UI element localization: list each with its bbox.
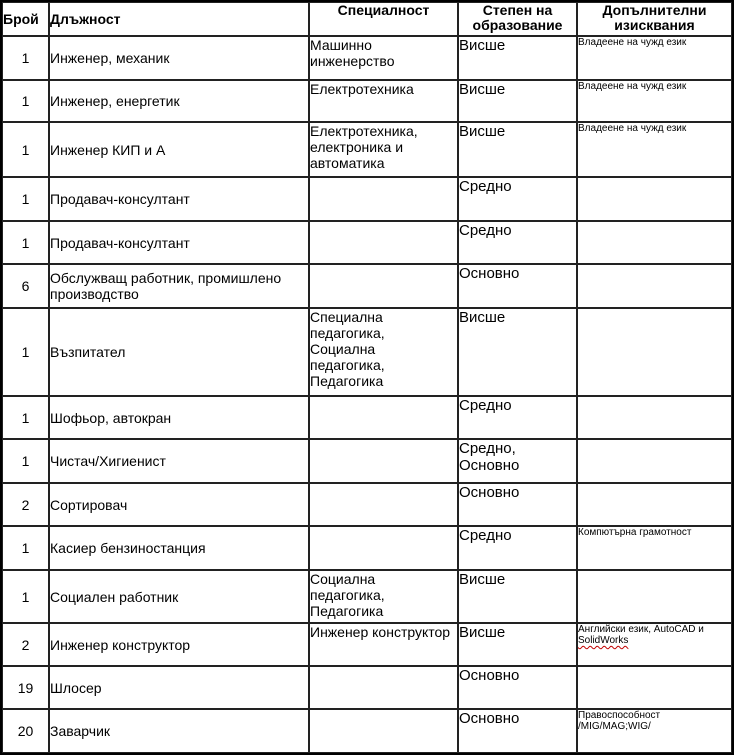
education-line: Основно (459, 667, 520, 684)
position-cell: Заварчик (49, 709, 309, 753)
table-row (2, 308, 732, 396)
count-cell: 1 (2, 221, 49, 264)
specialty-line: Социална (310, 341, 376, 357)
specialty-line: Машинно (310, 37, 372, 53)
specialty-cell (309, 623, 458, 666)
header-position: Длъжност (49, 2, 309, 36)
position-cell: Сортировач (49, 483, 309, 526)
specialty-line: Електротехника, (310, 123, 418, 139)
requirements-cell (577, 264, 732, 308)
header-extra-line: изисквания (614, 17, 695, 33)
education-cell (458, 122, 577, 177)
position-cell: Социален работник (49, 570, 309, 623)
requirements-cell (577, 80, 732, 122)
table-row (2, 709, 732, 753)
specialty-cell (309, 483, 458, 526)
table-row (2, 264, 732, 308)
education-cell (458, 177, 577, 221)
count-cell: 1 (2, 80, 49, 122)
count-cell: 1 (2, 122, 49, 177)
specialty-cell (309, 308, 458, 396)
specialty-line: Инженер конструктор (310, 624, 451, 640)
table-row (2, 36, 732, 80)
requirement-line: Владеене на чужд език (578, 81, 687, 92)
position-cell: Обслужващ работник, промишлено производство (49, 264, 309, 308)
requirements-cell (577, 177, 732, 221)
position-cell: Инженер конструктор (49, 623, 309, 666)
education-cell (458, 483, 577, 526)
specialty-cell (309, 122, 458, 177)
table-row (2, 439, 732, 483)
specialty-cell (309, 80, 458, 122)
position-cell: Продавач-консултант (49, 221, 309, 264)
position-cell: Шлосер (49, 666, 309, 709)
requirement-line: Английски език, AutoCAD и (578, 624, 704, 635)
requirement-line: Владеене на чужд език (578, 37, 687, 48)
specialty-line: Социална (310, 571, 376, 587)
specialty-cell (309, 221, 458, 264)
education-line: Основно (459, 265, 520, 282)
specialty-cell (309, 36, 458, 80)
education-cell (458, 221, 577, 264)
count-cell: 2 (2, 623, 49, 666)
position-cell: Касиер бензиностанция (49, 526, 309, 570)
requirements-cell (577, 221, 732, 264)
education-cell (458, 526, 577, 570)
specialty-cell (309, 709, 458, 753)
education-line: Средно (459, 527, 512, 544)
table-row (2, 396, 732, 439)
count-cell: 1 (2, 570, 49, 623)
specialty-line: Педагогика (310, 603, 384, 619)
requirements-cell (577, 483, 732, 526)
count-cell: 1 (2, 439, 49, 483)
requirement-line: Владеене на чужд език (578, 123, 687, 134)
position-cell: Чистач/Хигиенист (49, 439, 309, 483)
specialty-cell (309, 264, 458, 308)
education-line: Висше (459, 571, 506, 588)
table-row (2, 623, 732, 666)
education-cell (458, 666, 577, 709)
requirement-line: SolidWorks (578, 635, 629, 646)
education-cell (458, 570, 577, 623)
requirements-cell (577, 36, 732, 80)
count-cell: 2 (2, 483, 49, 526)
specialty-line: Специална (310, 309, 383, 325)
requirements-cell (577, 709, 732, 753)
table-row (2, 122, 732, 177)
requirement-line: Правоспособност (578, 710, 661, 721)
specialty-line: педагогика, (310, 357, 385, 373)
education-cell (458, 623, 577, 666)
table-row (2, 570, 732, 623)
table-row (2, 80, 732, 122)
education-line: Основно (459, 457, 520, 474)
education-cell (458, 439, 577, 483)
specialty-line: Педагогика (310, 373, 384, 389)
education-line: Висше (459, 81, 506, 98)
count-cell: 1 (2, 308, 49, 396)
requirements-cell (577, 122, 732, 177)
specialty-cell (309, 396, 458, 439)
specialty-cell (309, 570, 458, 623)
requirements-cell (577, 623, 732, 666)
specialty-cell (309, 666, 458, 709)
table-row (2, 483, 732, 526)
requirements-cell (577, 526, 732, 570)
header-education-line: образование (472, 17, 563, 33)
header-education-line: Степен на (482, 2, 553, 18)
specialty-cell (309, 177, 458, 221)
table-row (2, 221, 732, 264)
specialty-line: педагогика, (310, 587, 385, 603)
education-cell (458, 36, 577, 80)
count-cell: 19 (2, 666, 49, 709)
header-count: Брой (2, 2, 49, 36)
specialty-cell (309, 439, 458, 483)
position-cell: Шофьор, автокран (49, 396, 309, 439)
education-cell (458, 264, 577, 308)
education-line: Средно (459, 222, 512, 239)
position-cell: Възпитател (49, 308, 309, 396)
count-cell: 1 (2, 526, 49, 570)
requirements-cell (577, 570, 732, 623)
education-line: Висше (459, 37, 506, 54)
education-cell (458, 396, 577, 439)
specialty-cell (309, 526, 458, 570)
specialty-line: педагогика, (310, 325, 385, 341)
education-line: Средно, (459, 440, 516, 457)
requirements-cell (577, 666, 732, 709)
education-line: Висше (459, 309, 506, 326)
specialty-line: инженерство (310, 53, 395, 69)
count-cell: 1 (2, 396, 49, 439)
specialty-line: Електротехника (310, 81, 414, 97)
education-line: Основно (459, 710, 520, 727)
header-specialty: Специалност (309, 2, 458, 36)
education-cell (458, 709, 577, 753)
header-row (2, 2, 732, 36)
count-cell: 1 (2, 177, 49, 221)
education-line: Средно (459, 397, 512, 414)
table-row (2, 177, 732, 221)
requirement-line: Компютърна грамотност (578, 527, 692, 538)
header-education (458, 2, 577, 36)
requirements-cell (577, 439, 732, 483)
count-cell: 6 (2, 264, 49, 308)
position-cell: Инженер КИП и А (49, 122, 309, 177)
education-cell (458, 80, 577, 122)
position-cell: Продавач-консултант (49, 177, 309, 221)
requirements-cell (577, 396, 732, 439)
table-row (2, 526, 732, 570)
education-line: Основно (459, 484, 520, 501)
position-cell: Инженер, енергетик (49, 80, 309, 122)
education-line: Висше (459, 624, 506, 641)
education-line: Висше (459, 123, 506, 140)
education-line: Средно (459, 178, 512, 195)
requirements-cell (577, 308, 732, 396)
header-extra-line: Допълнителни (602, 2, 707, 18)
specialty-line: електроника и (310, 139, 404, 155)
count-cell: 1 (2, 36, 49, 80)
education-cell (458, 308, 577, 396)
specialty-line: автоматика (310, 155, 385, 171)
table-row (2, 666, 732, 709)
header-extra (577, 2, 732, 36)
count-cell: 20 (2, 709, 49, 753)
requirement-line: /MIG/MAG;WIG/ (578, 721, 651, 732)
position-cell: Инженер, механик (49, 36, 309, 80)
